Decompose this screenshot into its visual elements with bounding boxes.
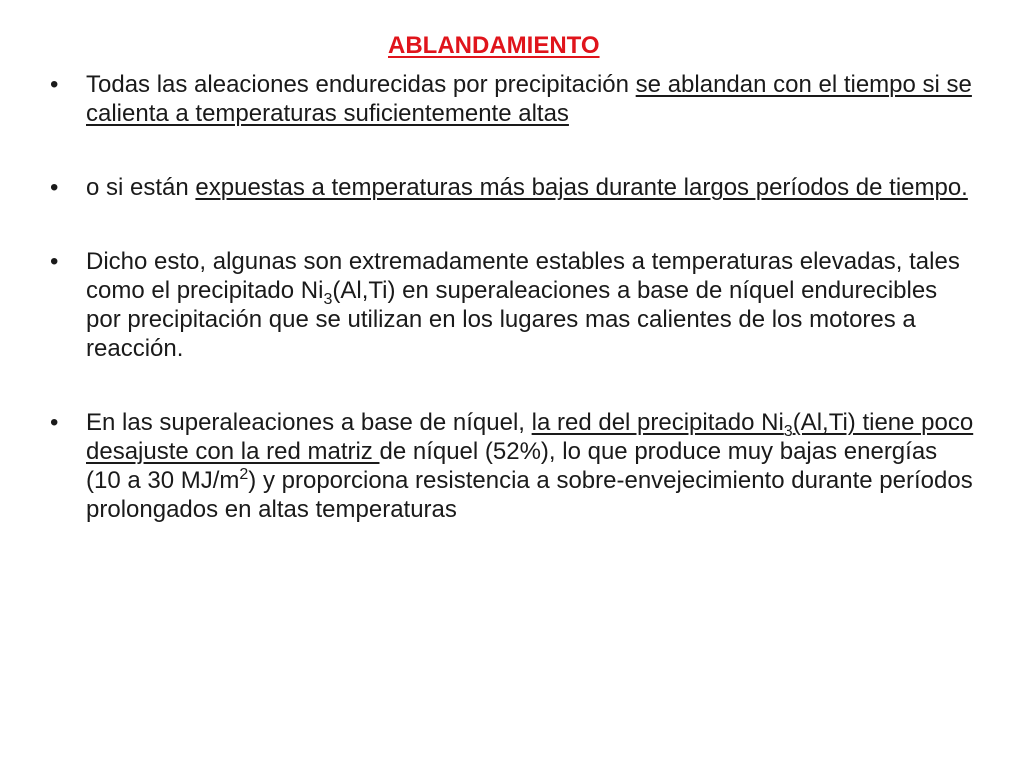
subscript: 3 <box>783 422 793 440</box>
bullet-text: ) y proporciona resistencia a sobre-envejecimiento durante períodos prolongados en altas temperaturas <box>86 467 973 523</box>
underlined-phrase: expuestas a temperaturas más bajas durante largos períodos de tiempo. <box>195 174 968 201</box>
bullet-text: Todas las aleaciones endurecidas por precipitación <box>86 71 636 98</box>
bullet-item-4 <box>46 408 976 524</box>
bullet-text: o si están <box>86 174 196 201</box>
bullet-list <box>46 70 976 524</box>
bullet-item-2 <box>46 173 976 202</box>
bullet-text: de níquel (52%), lo que produce muy bajas energías (10 a 30 MJ/m <box>86 438 938 494</box>
bullet-item-1 <box>46 70 976 128</box>
bullet-dot-icon: • <box>50 248 59 275</box>
underlined-phrase: se ablandan con el tiempo si se calienta a temperaturas suficientemente altas <box>86 71 972 127</box>
bullet-text: En las superaleaciones a base de níquel, <box>86 409 532 436</box>
underlined-text: (Al,Ti) tiene poco desajuste con la red matriz <box>86 409 974 465</box>
subscript: 3 <box>323 290 333 308</box>
superscript: 2 <box>239 466 249 483</box>
bullet-item-3 <box>46 247 976 363</box>
bullet-text: Dicho esto, algunas son extremadamente estables a temperaturas elevadas, tales como el precipitado Ni <box>86 248 960 304</box>
bullet-text: (Al,Ti) en superaleaciones a base de níquel endurecibles por precipitación que se utilizan en los lugares mas calientes de los motores a reacción. <box>86 277 938 362</box>
bullet-dot-icon: • <box>50 409 59 436</box>
bullet-dot-icon: • <box>50 71 59 98</box>
bullet-dot-icon: • <box>50 174 59 201</box>
slide-title: ABLANDAMIENTO <box>388 32 600 59</box>
underlined-text: la red del precipitado Ni <box>531 409 784 436</box>
